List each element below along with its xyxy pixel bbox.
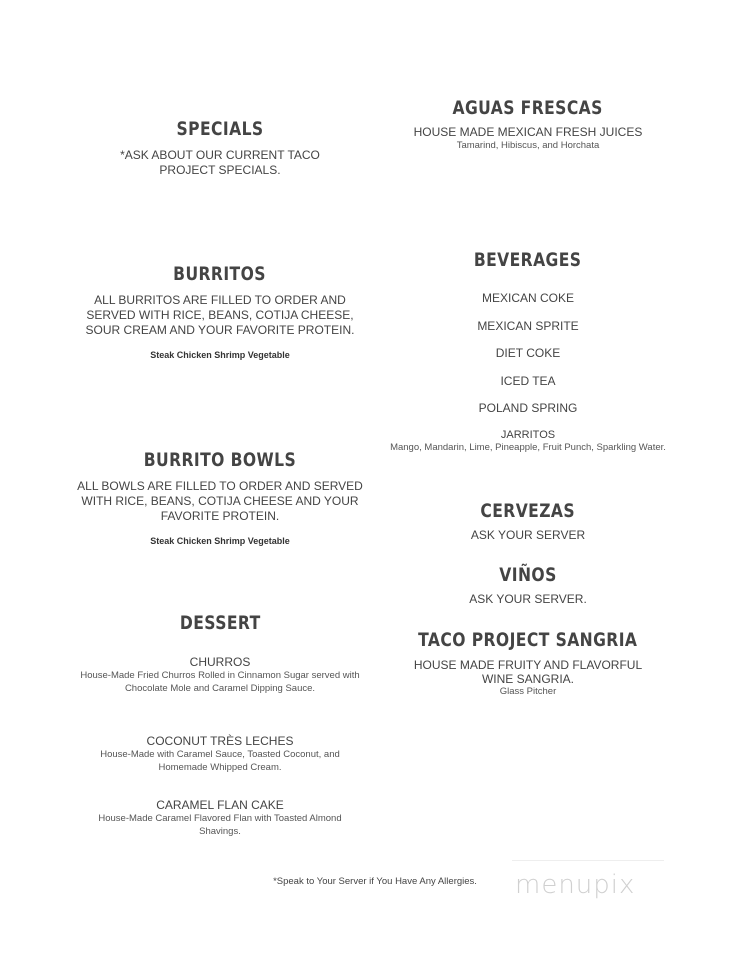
sangria-text: HOUSE MADE FRUITY AND FLAVORFUL WINE SANGRIA.	[413, 658, 643, 686]
item-desc: House-Made Caramel Flavored Flan with Toasted Almond Shavings.	[98, 813, 342, 837]
item-name: COCONUT TRÈS LECHES	[146, 734, 294, 748]
section-title: BEVERAGES	[474, 249, 582, 271]
specials-section	[60, 119, 380, 178]
divider	[512, 860, 664, 861]
section-title: AGUAS FRESCAS	[452, 97, 604, 119]
aguas-flavors: Tamarind, Hibiscus, and Horchata	[456, 140, 600, 151]
dessert-item	[60, 798, 380, 838]
beverage-item: MEXICAN SPRITE	[477, 318, 579, 333]
sangria-sizes: Glass Pitcher	[499, 686, 557, 697]
aguas-text: HOUSE MADE MEXICAN FRESH JUICES	[413, 125, 643, 139]
section-title: BURRITO BOWLS	[143, 449, 297, 471]
beverage-item: MEXICAN COKE	[481, 291, 574, 305]
item-desc: House-Made Fried Churros Rolled in Cinnamon Sugar served with Chocolate Mole and Caramel Dipping Sauce.	[80, 670, 360, 694]
allergy-note: *Speak to Your Server if You Have Any Allergies.	[273, 876, 477, 887]
item-name: CARAMEL FLAN CAKE	[156, 798, 284, 812]
section-title: SPECIALS	[176, 118, 264, 140]
protein-options: Steak Chicken Shrimp Vegetable	[150, 350, 290, 360]
beverage-item: JARRITOS	[500, 428, 556, 441]
bowls-text: ALL BOWLS ARE FILLED TO ORDER AND SERVED WITH RICE, BEANS, COTIJA CHEESE AND YOUR FAVORITE PROTEIN.	[77, 479, 363, 523]
dessert-item	[60, 655, 380, 695]
protein-options: Steak Chicken Shrimp Vegetable	[150, 536, 290, 546]
item-desc: House-Made with Caramel Sauce, Toasted Coconut, and Homemade Whipped Cream.	[100, 749, 340, 773]
vinos-text: ASK YOUR SERVER.	[469, 592, 587, 606]
dessert-section	[60, 613, 380, 838]
item-name: CHURROS	[189, 655, 251, 669]
section-title: TACO PROJECT SANGRIA	[418, 629, 638, 651]
beverages-section	[378, 250, 678, 454]
sangria-section	[378, 630, 678, 699]
section-title: VIÑOS	[499, 564, 557, 586]
burritos-section	[60, 264, 380, 360]
dessert-item	[60, 734, 380, 774]
beverage-item: POLAND SPRING	[478, 401, 578, 415]
cervezas-text: ASK YOUR SERVER	[470, 528, 586, 542]
cervezas-section	[378, 501, 678, 543]
jarritos-flavors: Mango, Mandarin, Lime, Pineapple, Fruit Punch, Sparkling Water.	[390, 441, 666, 453]
menupix-logo: menupix	[515, 870, 636, 900]
section-title: DESSERT	[179, 612, 261, 634]
beverage-item: DIET COKE	[495, 346, 561, 360]
specials-text: *ASK ABOUT OUR CURRENT TACO PROJECT SPECIALS.	[120, 148, 320, 177]
vinos-section	[378, 565, 678, 607]
aguas-frescas-section	[378, 98, 678, 153]
burrito-bowls-section	[60, 450, 380, 546]
burritos-text: ALL BURRITOS ARE FILLED TO ORDER AND SERVED WITH RICE, BEANS, COTIJA CHEESE, SOUR CREAM AND YOUR FAVORITE PROTEIN.	[85, 293, 355, 337]
section-title: CERVEZAS	[480, 500, 576, 522]
beverage-item: ICED TEA	[500, 373, 556, 388]
section-title: BURRITOS	[173, 263, 267, 285]
